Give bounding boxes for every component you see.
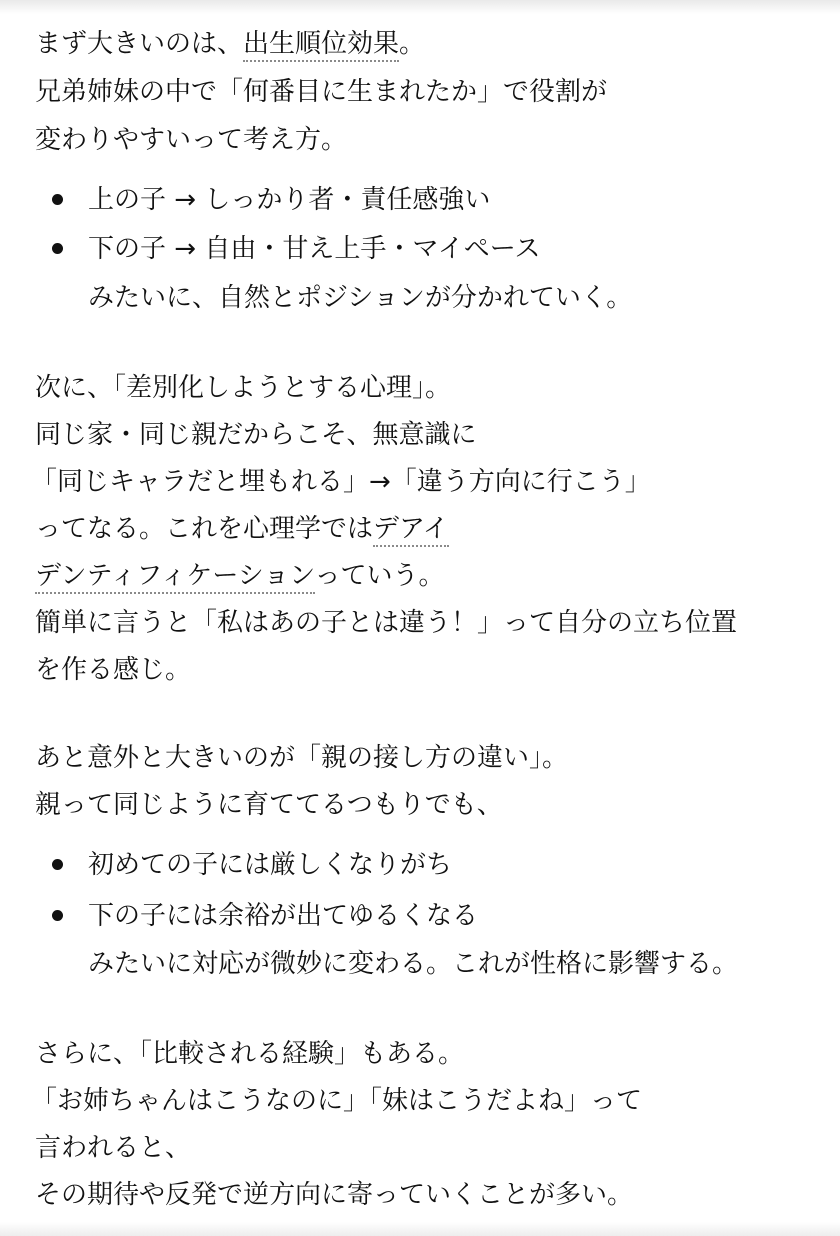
text-line: 親って同じように育ててるつもりでも、	[35, 790, 503, 820]
text: ってなる。これを心理学では	[35, 514, 374, 544]
text-line: さらに、「比較される経験」もある。	[35, 1039, 465, 1069]
text-line: あと意外と大きいのが「親の接し方の違い」。	[35, 743, 569, 773]
text: 。	[399, 29, 426, 59]
list-item: 下の子には余裕が出てゆるくなる	[88, 901, 479, 931]
bullet-icon	[52, 243, 63, 254]
text-line: 変わりやすいって考え方。	[35, 125, 348, 155]
text-line: 「お姉ちゃんはこうなのに」「妹はこうだよね」って	[31, 1086, 643, 1116]
text-line	[35, 558, 445, 594]
top-fade	[0, 0, 840, 14]
glossary-term-link[interactable]: デアイ	[373, 514, 449, 547]
list-item: 初めての子には厳しくなりがち	[88, 850, 453, 880]
text-line: その期待や反発で逆方向に寄っていくことが多い。	[35, 1180, 634, 1210]
text-line: 簡単に言うと「私はあの子とは違う！」って自分の立ち位置	[35, 608, 738, 638]
list-item: 下の子 → 自由・甘え上手・マイペース	[88, 234, 541, 264]
bullet-icon	[52, 910, 63, 921]
glossary-term-link[interactable]: デンティフィケーション	[35, 561, 315, 594]
text-line: を作る感じ。	[35, 655, 192, 685]
text-line: 次に、「差別化しようとする心理」。	[35, 373, 452, 403]
text-line: みたいに対応が微妙に変わる。これが性格に影響する。	[88, 949, 739, 979]
glossary-term-link[interactable]: 出生順位効果	[243, 29, 399, 62]
text-line: 「同じキャラだと埋もれる」→「違う方向に行こう」	[31, 467, 651, 497]
bottom-fade	[0, 1222, 840, 1236]
text-line: 同じ家・同じ親だからこそ、無意識に	[35, 420, 477, 450]
text-line: 言われると、	[35, 1133, 192, 1163]
text: まず大きいのは、	[35, 29, 244, 59]
text-line: 兄弟姉妹の中で「何番目に生まれたか」で役割が	[35, 77, 608, 107]
text-line	[35, 26, 425, 62]
bullet-icon	[52, 194, 63, 205]
text: っていう。	[314, 561, 445, 591]
text-line	[35, 511, 449, 547]
text-line: みたいに、自然とポジションが分かれていく。	[88, 283, 633, 313]
bullet-icon	[52, 859, 63, 870]
list-item: 上の子 → しっかり者・責任感強い	[88, 185, 491, 215]
